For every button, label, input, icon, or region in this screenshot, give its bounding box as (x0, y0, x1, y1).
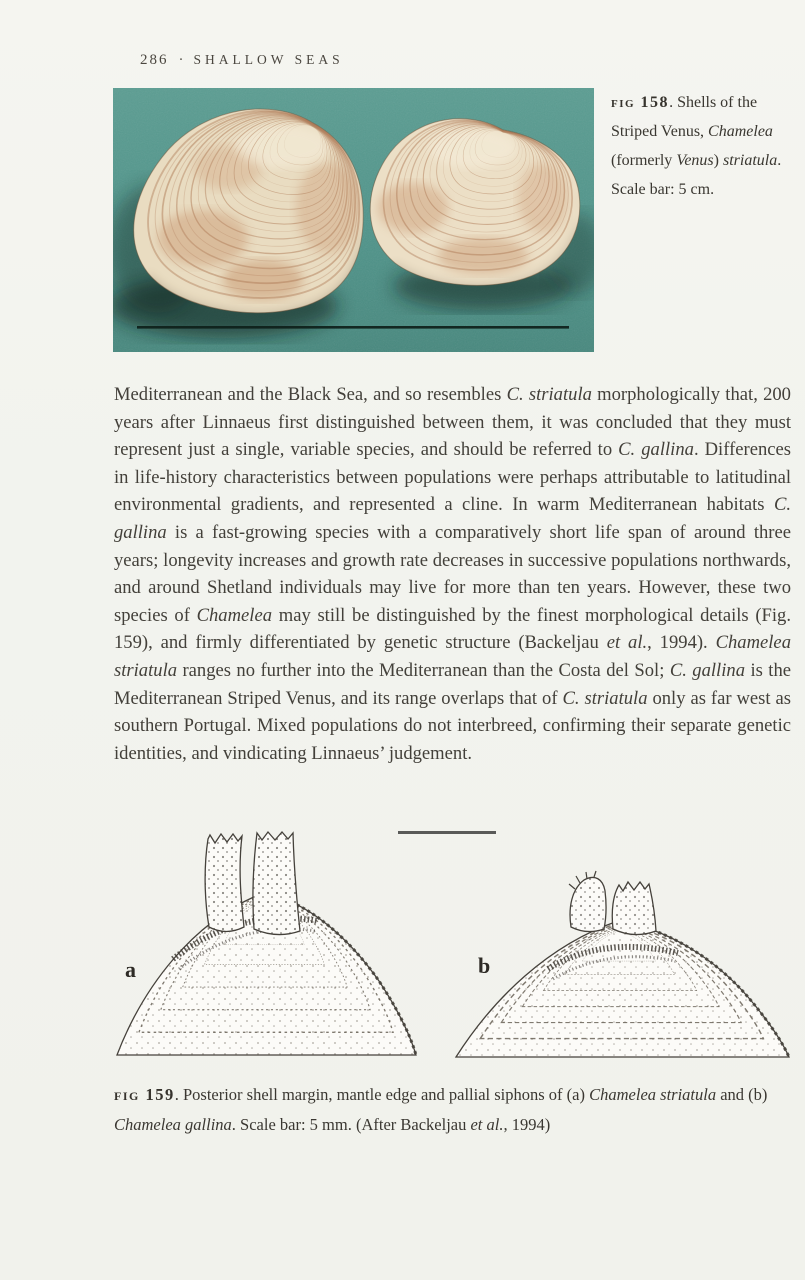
running-head-title: SHALLOW SEAS (193, 52, 344, 67)
running-head (140, 52, 344, 69)
fig158-figure (113, 88, 594, 352)
fig158-photo-svg (113, 88, 594, 352)
fig159-caption: fig 159. Posterior shell margin, mantle edge and pallial siphons of (a) Chamelea striatula and (b) Chamelea gallina. Scale bar: 5 mm. (After Backeljau et al., 1994) (114, 1085, 768, 1134)
fig159-label-b: b (478, 953, 491, 978)
siphons-b (569, 871, 656, 935)
fig159-drawing-b-svg (453, 849, 793, 1061)
body-paragraph: Mediterranean and the Black Sea, and so resembles C. striatula morphologically that, 200 years after Linnaeus first distinguished between them, it was concluded that they must represent just a single, variable species, and should be referred to C. gallina. Differences in life-history characteristics between populations were perhaps attributable to latitudinal environmental gradients, and represented a cline. In warm Mediterranean habitats C. gallina is a fast-growing species with a comparatively short life span of around three years; longevity increases and growth rate decreases in successive populations northwards, and around Shetland individuals may live for more than ten years. However, these two species of Chamelea may still be distinguished by the finest morphological details (Fig. 159), and firmly differentiated by genetic structure (Backeljau et al., 1994). Chamelea striatula ranges no further into the Mediterranean than the Costa del Sol; C. gallina is the Mediterranean Striped Venus, and its range overlaps that of C. striatula only as far west as southern Portugal. Mixed populations do not interbreed, confirming their separate genetic identities, and vindicating Linnaeus’ judgement. (114, 384, 791, 764)
fig159-figure (113, 805, 795, 1067)
photo-scale-bar (137, 326, 569, 329)
fig159-label-a: a (125, 957, 136, 982)
fig158-caption: fig 158. Shells of the Striped Venus, Chamelea (formerly Venus) striatula. Scale bar: 5 cm. (611, 94, 782, 198)
fig159-drawing-a-svg (113, 809, 443, 1061)
running-head-separator: · (178, 52, 184, 68)
page-number: 286 (140, 52, 169, 68)
